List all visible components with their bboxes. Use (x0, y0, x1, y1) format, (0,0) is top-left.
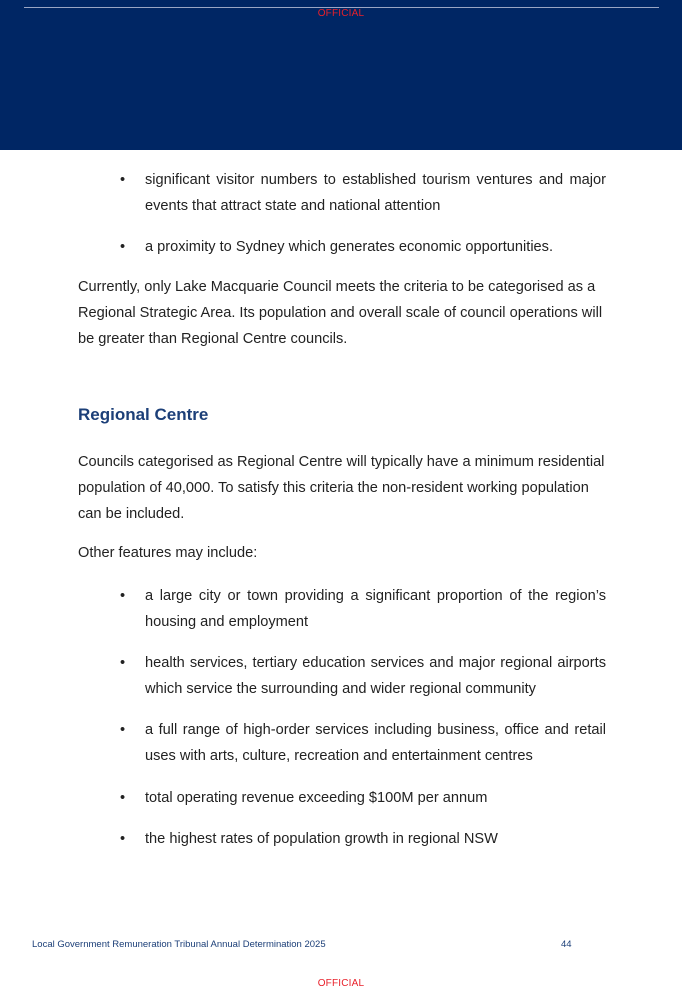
bullet-icon: • (120, 831, 126, 847)
list-item-text: health services, tertiary education services and major regional airports which service the surrounding and wider regional community (145, 655, 606, 697)
list-item-text: a proximity to Sydney which generates economic opportunities. (145, 239, 554, 255)
list-item-text: a large city or town providing a significant proportion of the region’s housing and employment (145, 588, 606, 630)
list-item (120, 583, 606, 635)
list-item (120, 167, 606, 219)
paragraph-regional-centre-intro: Councils categorised as Regional Centre will typically have a minimum residential population of 40,000. To satisfy this criteria the non-resident working population can be included. (78, 454, 605, 522)
footer-document-title: Local Government Remuneration Tribunal Annual Determination 2025 (32, 939, 326, 950)
section-heading: Regional Centre (78, 405, 209, 424)
list-item-text: the highest rates of population growth in regional NSW (145, 831, 498, 847)
paragraph-strategic-area: Currently, only Lake Macquarie Council meets the criteria to be categorised as a Regional Strategic Area. Its population and overall scale of council operations will be greater than Regional Centre councils. (78, 279, 603, 347)
classification-label-bottom: OFFICIAL (317, 978, 365, 989)
header-banner (0, 0, 682, 150)
bullet-icon: • (120, 722, 126, 738)
classification-label-top: OFFICIAL (317, 8, 365, 19)
bullet-icon: • (120, 655, 126, 671)
footer-page-number: 44 (561, 939, 572, 950)
list-item (120, 234, 606, 260)
bullet-icon: • (120, 790, 126, 806)
paragraph-other-features: Other features may include: (78, 545, 258, 561)
list-item (120, 650, 606, 702)
list-item-text: a full range of high-order services including business, office and retail uses with arts, culture, recreation and entertainment centres (145, 722, 606, 764)
list-item (120, 785, 606, 811)
bullet-icon: • (120, 588, 126, 604)
bullet-icon: • (120, 239, 126, 255)
list-item-text: total operating revenue exceeding $100M per annum (145, 790, 488, 806)
bullet-icon: • (120, 172, 126, 188)
list-item (120, 717, 606, 769)
list-item-text: significant visitor numbers to established tourism ventures and major events that attract state and national attention (145, 172, 606, 214)
list-item (120, 826, 606, 852)
